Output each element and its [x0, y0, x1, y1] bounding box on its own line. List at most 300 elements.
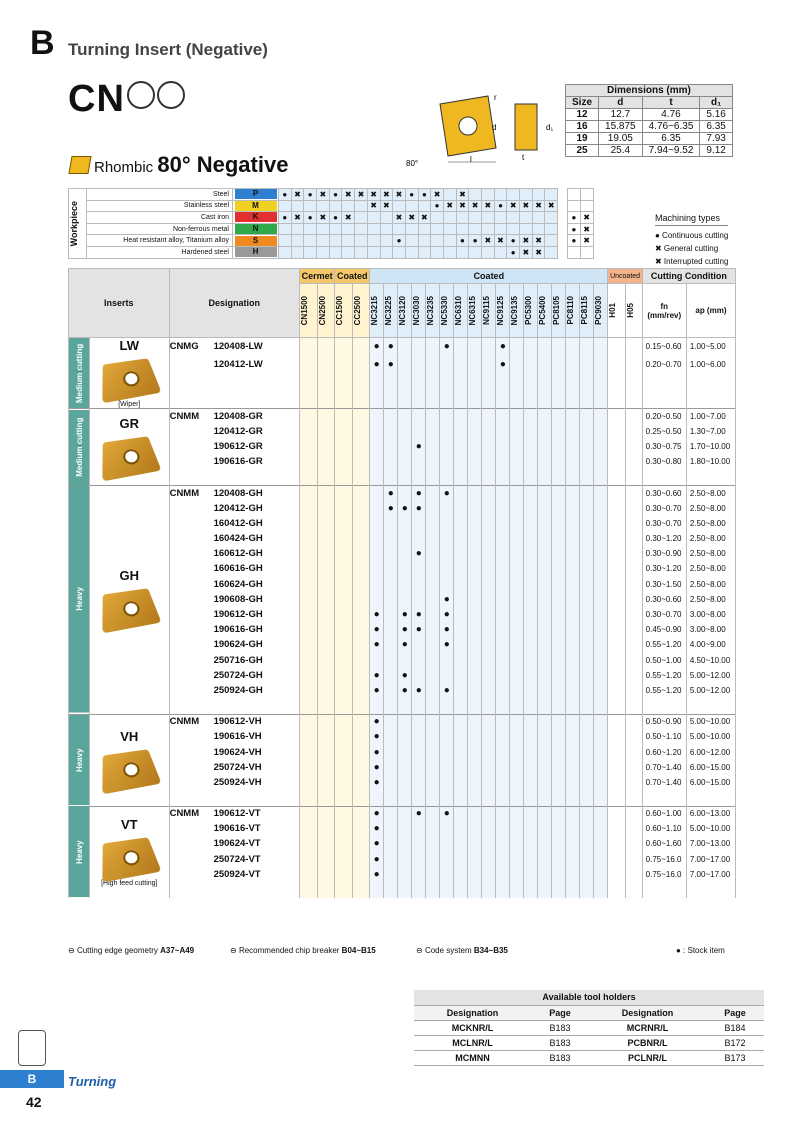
- stock-mark: ●: [370, 683, 384, 698]
- material-code-badge: K: [235, 212, 277, 222]
- stock-mark: [454, 852, 468, 867]
- stock-mark: [524, 516, 538, 531]
- chip-breaker-name: GR: [119, 415, 140, 431]
- stock-mark: [412, 356, 426, 374]
- stock-mark: [300, 424, 318, 439]
- stock-mark: [510, 622, 524, 637]
- stock-mark: [594, 592, 608, 607]
- stock-mark: [524, 561, 538, 576]
- stock-mark: [625, 729, 642, 744]
- grade-header: NC9115: [482, 284, 496, 338]
- stock-mark: [426, 775, 440, 790]
- table-row: 190624-GH ● ● ● 0.55~1.20 4.00~9.00: [69, 637, 736, 652]
- stock-mark: [412, 821, 426, 836]
- stock-mark: [440, 516, 454, 531]
- table-row: Medium cutting LW [Wiper] CNMG 120408-LW ● ● ● ● 0.15~0.60 1.00~5.00: [69, 338, 736, 356]
- stock-mark: [552, 637, 566, 652]
- stock-mark: [566, 454, 580, 469]
- stock-mark: [594, 836, 608, 851]
- stock-mark: [300, 821, 318, 836]
- grade-header: PC8105: [552, 284, 566, 338]
- stock-mark: [412, 409, 426, 424]
- stock-mark: [440, 501, 454, 516]
- stock-mark: [580, 760, 594, 775]
- stock-mark: [426, 836, 440, 851]
- stock-mark: [482, 439, 496, 454]
- stock-mark: [524, 409, 538, 424]
- stock-mark: [625, 531, 642, 546]
- stock-mark: [317, 356, 335, 374]
- stock-mark: [496, 577, 510, 592]
- stock-mark: [468, 668, 482, 683]
- stock-mark: [398, 577, 412, 592]
- stock-mark: [608, 622, 625, 637]
- stock-mark: [552, 744, 566, 759]
- stock-mark: [300, 836, 318, 851]
- table-row: 250724-GH ● ● 0.55~1.20 5.00~12.00: [69, 668, 736, 683]
- stock-mark: [608, 683, 625, 698]
- stock-mark: [468, 760, 482, 775]
- stock-mark: [317, 729, 335, 744]
- stock-mark: [594, 760, 608, 775]
- stock-mark: ●: [370, 760, 384, 775]
- stock-mark: [608, 439, 625, 454]
- stock-mark: [384, 424, 398, 439]
- stock-mark: [496, 439, 510, 454]
- stock-mark: [454, 806, 468, 821]
- stock-mark: ●: [440, 683, 454, 698]
- designation: 120408-GH: [213, 487, 263, 499]
- material-row: Stainless steel M ✖ ✖ ● ✖ ✖ ✖ ✖ ● ✖ ✖ ✖ ✖: [69, 200, 594, 212]
- stock-mark: [510, 577, 524, 592]
- stock-mark: [454, 577, 468, 592]
- stock-mark: [370, 531, 384, 546]
- svg-text:d₁: d₁: [546, 123, 554, 132]
- stock-mark: [454, 561, 468, 576]
- stock-mark: [440, 852, 454, 867]
- stock-mark: [625, 668, 642, 683]
- stock-mark: [538, 356, 552, 374]
- table-row: 250924-GH ● ● ● ● 0.55~1.20 5.00~12.00: [69, 683, 736, 698]
- stock-mark: [608, 668, 625, 683]
- grade-header: NC3225: [384, 284, 398, 338]
- stock-mark: [482, 516, 496, 531]
- stock-mark: [317, 775, 335, 790]
- table-row: 190624-VH ● 0.60~1.20 6.00~12.00: [69, 744, 736, 759]
- stock-mark: [335, 607, 352, 622]
- stock-mark: [398, 439, 412, 454]
- stock-mark: [468, 744, 482, 759]
- stock-mark: [594, 531, 608, 546]
- stock-mark: ●: [496, 356, 510, 374]
- stock-mark: [412, 561, 426, 576]
- designation: 120412-LW: [213, 358, 263, 370]
- stock-mark: [300, 775, 318, 790]
- stock-mark: [608, 607, 625, 622]
- stock-mark: [538, 653, 552, 668]
- stock-mark: [510, 531, 524, 546]
- stock-mark: [496, 485, 510, 500]
- stock-mark: [566, 424, 580, 439]
- stock-mark: [552, 821, 566, 836]
- stock-mark: [482, 744, 496, 759]
- stock-mark: [335, 683, 352, 698]
- page-section-label: Turning: [68, 1074, 117, 1089]
- stock-mark: [538, 744, 552, 759]
- stock-mark: ●: [398, 683, 412, 698]
- stock-mark: [317, 821, 335, 836]
- stock-mark: [370, 501, 384, 516]
- table-row: 190624-VT ● 0.60~1.60 7.00~13.00: [69, 836, 736, 851]
- stock-mark: [468, 714, 482, 729]
- stock-mark: [426, 867, 440, 882]
- stock-mark: [352, 637, 369, 652]
- stock-mark: [594, 607, 608, 622]
- stock-mark: [552, 760, 566, 775]
- stock-mark: [625, 653, 642, 668]
- stock-mark: [524, 852, 538, 867]
- stock-mark: [426, 852, 440, 867]
- stock-mark: ●: [384, 356, 398, 374]
- stock-mark: [566, 531, 580, 546]
- stock-mark: [625, 867, 642, 882]
- stock-mark: [510, 760, 524, 775]
- page-title: CN: [68, 78, 185, 121]
- category-label: Heavy: [69, 806, 90, 898]
- stock-mark: [580, 531, 594, 546]
- stock-mark: [412, 729, 426, 744]
- stock-mark: [300, 546, 318, 561]
- stock-mark: [352, 622, 369, 637]
- stock-mark: [608, 714, 625, 729]
- stock-mark: [335, 867, 352, 882]
- stock-mark: [454, 546, 468, 561]
- stock-mark: [370, 561, 384, 576]
- chip-breaker-name: LW: [119, 338, 140, 354]
- stock-mark: [496, 806, 510, 821]
- stock-mark: [566, 714, 580, 729]
- stock-mark: [426, 760, 440, 775]
- chip-breaker-name: GH: [119, 568, 140, 584]
- stock-mark: [440, 867, 454, 882]
- stock-mark: [352, 607, 369, 622]
- stock-mark: [524, 531, 538, 546]
- stock-mark: [384, 668, 398, 683]
- stock-mark: [625, 424, 642, 439]
- stock-mark: [625, 592, 642, 607]
- stock-mark: [352, 683, 369, 698]
- stock-mark: [625, 775, 642, 790]
- stock-mark: [496, 501, 510, 516]
- stock-mark: [482, 806, 496, 821]
- stock-mark: [352, 592, 369, 607]
- insert-photo: [103, 358, 162, 403]
- stock-mark: ●: [370, 607, 384, 622]
- stock-mark: [524, 424, 538, 439]
- stock-mark: ●: [440, 592, 454, 607]
- stock-mark: [335, 561, 352, 576]
- table-row: Heavy VH CNMM 190612-VH ● 0.50~0.90 5.00~10.00: [69, 714, 736, 729]
- stock-mark: [352, 424, 369, 439]
- stock-mark: [412, 852, 426, 867]
- stock-mark: [580, 683, 594, 698]
- stock-mark: [317, 637, 335, 652]
- stock-mark: [594, 577, 608, 592]
- stock-mark: [335, 577, 352, 592]
- stock-mark: [496, 760, 510, 775]
- stock-mark: [440, 821, 454, 836]
- stock-mark: [566, 668, 580, 683]
- stock-mark: [300, 439, 318, 454]
- stock-mark: [412, 424, 426, 439]
- stock-mark: [594, 356, 608, 374]
- stock-mark: [482, 637, 496, 652]
- stock-mark: [594, 622, 608, 637]
- stock-mark: ●: [440, 622, 454, 637]
- stock-mark: [300, 592, 318, 607]
- stock-mark: [398, 760, 412, 775]
- stock-mark: [468, 729, 482, 744]
- stock-mark: [468, 806, 482, 821]
- workpiece-label: Workpiece: [69, 200, 79, 246]
- stock-mark: [524, 577, 538, 592]
- stock-mark: [524, 607, 538, 622]
- stock-mark: [580, 852, 594, 867]
- stock-mark: [625, 485, 642, 500]
- toolholder-row: MCMNN B183 PCLNR/L B173: [414, 1050, 764, 1065]
- stock-mark: [524, 653, 538, 668]
- stock-mark: [566, 683, 580, 698]
- designation: 120412-GH: [213, 502, 263, 514]
- stock-mark: [468, 683, 482, 698]
- stock-mark: [352, 744, 369, 759]
- stock-mark: [426, 356, 440, 374]
- insert-photo: [103, 436, 162, 481]
- stock-mark: [300, 744, 318, 759]
- stock-mark: [538, 637, 552, 652]
- stock-mark: [468, 592, 482, 607]
- stock-mark: [594, 439, 608, 454]
- stock-mark: [625, 637, 642, 652]
- stock-mark: [454, 338, 468, 356]
- stock-mark: [594, 485, 608, 500]
- stock-mark: [454, 485, 468, 500]
- stock-mark: [510, 683, 524, 698]
- stock-mark: [625, 561, 642, 576]
- stock-mark: [317, 806, 335, 821]
- footer-ref-b[interactable]: ⊖ Recommended chip breaker B04~B15: [230, 946, 376, 955]
- stock-mark: [412, 714, 426, 729]
- stock-mark: [538, 852, 552, 867]
- stock-mark: [468, 653, 482, 668]
- stock-mark: [370, 546, 384, 561]
- stock-mark: [300, 356, 318, 374]
- stock-mark: [594, 516, 608, 531]
- stock-mark: [426, 516, 440, 531]
- stock-mark: [384, 714, 398, 729]
- stock-mark: [510, 485, 524, 500]
- stock-mark: [566, 806, 580, 821]
- stock-mark: [468, 836, 482, 851]
- stock-mark: ●: [370, 852, 384, 867]
- stock-mark: [552, 607, 566, 622]
- stock-mark: [552, 622, 566, 637]
- stock-mark: ●: [398, 607, 412, 622]
- svg-text:d: d: [492, 123, 497, 132]
- stock-mark: [384, 546, 398, 561]
- stock-mark: [580, 653, 594, 668]
- designation: 190612-GH: [213, 609, 263, 621]
- stock-mark: [440, 729, 454, 744]
- stock-mark: [510, 806, 524, 821]
- insert-photo: [103, 749, 162, 794]
- stock-legend: ● : Stock item: [676, 946, 725, 955]
- stock-mark: [580, 668, 594, 683]
- stock-mark: [510, 714, 524, 729]
- material-row: Heat resistant alloy, Titanium alloy S ● ● ● ✖ ✖ ● ✖ ✖ ● ✖: [69, 235, 594, 247]
- table-row: 120412-GH ● ● ● 0.30~0.70 2.50~8.00: [69, 501, 736, 516]
- material-row: Non-ferrous metal N ● ✖: [69, 223, 594, 235]
- stock-mark: [426, 729, 440, 744]
- designation: 250924-GH: [213, 684, 263, 696]
- stock-mark: [300, 806, 318, 821]
- stock-mark: [552, 454, 566, 469]
- stock-mark: [454, 683, 468, 698]
- stock-mark: [317, 867, 335, 882]
- stock-mark: [496, 836, 510, 851]
- stock-mark: [317, 501, 335, 516]
- stock-mark: [300, 338, 318, 356]
- stock-mark: [482, 356, 496, 374]
- stock-mark: [552, 867, 566, 882]
- stock-mark: [300, 714, 318, 729]
- stock-mark: [370, 439, 384, 454]
- stock-mark: [454, 356, 468, 374]
- stock-mark: [317, 592, 335, 607]
- stock-mark: [625, 516, 642, 531]
- stock-mark: [482, 454, 496, 469]
- stock-mark: [317, 338, 335, 356]
- grade-header: PC8115: [580, 284, 594, 338]
- material-row: Cast iron K ● ✖ ● ✖ ● ✖ ✖ ✖ ✖ ● ✖: [69, 212, 594, 224]
- table-row: 190616-GH ● ● ● ● 0.45~0.90 3.00~8.00: [69, 622, 736, 637]
- footer-ref-c[interactable]: ⊖ Code system B34~B35: [416, 946, 508, 955]
- stock-mark: [566, 516, 580, 531]
- stock-mark: [524, 592, 538, 607]
- stock-mark: [426, 409, 440, 424]
- stock-mark: [335, 501, 352, 516]
- svg-text:t: t: [522, 153, 525, 162]
- stock-mark: [352, 760, 369, 775]
- stock-mark: [482, 729, 496, 744]
- stock-mark: [335, 622, 352, 637]
- table-row: Medium cutting GR CNMM 120408-GR 0.20~0.50 1.00~7.00: [69, 409, 736, 424]
- stock-mark: [625, 806, 642, 821]
- stock-mark: [482, 852, 496, 867]
- table-row: 190616-VT ● 0.60~1.10 5.00~10.00: [69, 821, 736, 836]
- stock-mark: [566, 577, 580, 592]
- stock-mark: [454, 836, 468, 851]
- stock-mark: [538, 607, 552, 622]
- stock-mark: [468, 775, 482, 790]
- grade-header: PC5400: [538, 284, 552, 338]
- toolholder-row: MCLNR/L B183 PCBNR/L B172: [414, 1035, 764, 1050]
- designation: 190616-VT: [213, 823, 261, 835]
- stock-mark: ●: [412, 607, 426, 622]
- stock-mark: [496, 729, 510, 744]
- stock-mark: [594, 806, 608, 821]
- material-row: Workpiece Steel P ● ✖ ● ✖ ● ✖ ✖ ✖ ✖ ✖ ● ● ✖ ✖: [69, 189, 594, 201]
- stock-mark: [538, 531, 552, 546]
- stock-mark: [510, 454, 524, 469]
- stock-mark: [608, 454, 625, 469]
- stock-mark: [580, 729, 594, 744]
- stock-mark: [384, 454, 398, 469]
- stock-mark: [580, 806, 594, 821]
- stock-mark: [398, 714, 412, 729]
- grade-header: CN1500: [300, 284, 318, 338]
- stock-mark: [538, 546, 552, 561]
- stock-mark: [335, 439, 352, 454]
- table-row: 190616-VH ● 0.50~1.10 5.00~10.00: [69, 729, 736, 744]
- stock-mark: [496, 516, 510, 531]
- stock-mark: ●: [440, 637, 454, 652]
- stock-mark: [384, 867, 398, 882]
- stock-mark: [538, 867, 552, 882]
- stock-mark: [468, 409, 482, 424]
- stock-mark: [580, 775, 594, 790]
- stock-mark: [566, 409, 580, 424]
- grade-header: NC6310: [454, 284, 468, 338]
- stock-mark: [608, 653, 625, 668]
- stock-mark: ●: [370, 356, 384, 374]
- stock-mark: [426, 424, 440, 439]
- stock-mark: [608, 637, 625, 652]
- stock-mark: [440, 439, 454, 454]
- stock-mark: [580, 424, 594, 439]
- stock-mark: [524, 775, 538, 790]
- stock-mark: [552, 409, 566, 424]
- stock-mark: ●: [370, 729, 384, 744]
- footer-ref-a[interactable]: ⊖ Cutting edge geometry A37~A49: [68, 946, 195, 955]
- stock-mark: [524, 546, 538, 561]
- stock-mark: [625, 821, 642, 836]
- stock-mark: [454, 867, 468, 882]
- stock-mark: [496, 683, 510, 698]
- stock-mark: [384, 592, 398, 607]
- insert-drawing: [400, 88, 560, 168]
- stock-mark: [510, 836, 524, 851]
- stock-mark: [552, 516, 566, 531]
- stock-mark: [496, 852, 510, 867]
- svg-text:80°: 80°: [406, 159, 419, 168]
- stock-mark: [468, 516, 482, 531]
- grade-header: NC9125: [496, 284, 510, 338]
- stock-mark: [412, 454, 426, 469]
- stock-mark: [468, 821, 482, 836]
- stock-mark: [398, 424, 412, 439]
- stock-mark: [426, 561, 440, 576]
- stock-mark: [426, 454, 440, 469]
- stock-mark: [440, 424, 454, 439]
- stock-mark: [335, 653, 352, 668]
- stock-mark: [300, 637, 318, 652]
- stock-mark: [317, 409, 335, 424]
- stock-mark: [496, 409, 510, 424]
- machining-types-legend: Machining types ● Continuous cutting ✖ General cutting ✖ Interrupted cutting: [655, 213, 729, 266]
- stock-mark: [335, 744, 352, 759]
- stock-mark: [482, 836, 496, 851]
